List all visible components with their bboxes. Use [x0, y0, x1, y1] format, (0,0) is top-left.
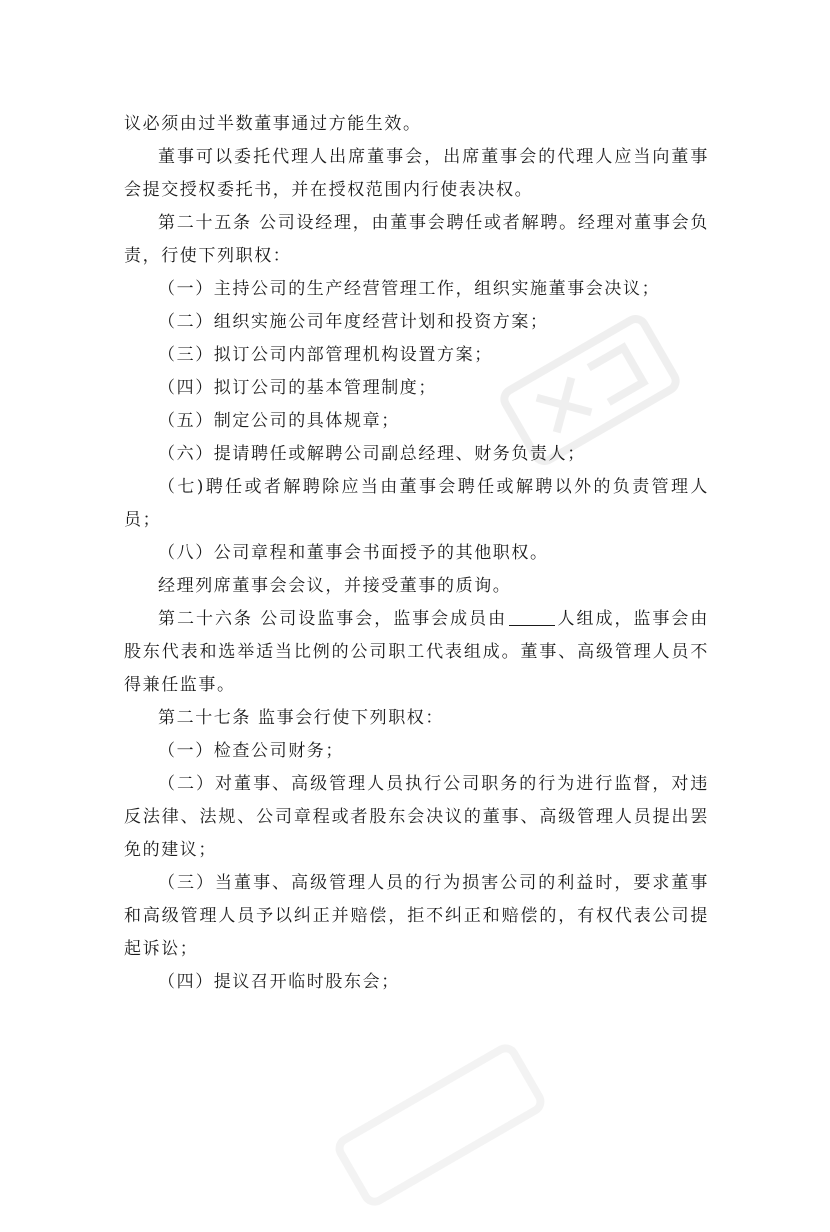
- list-item: （四）拟订公司的基本管理制度；: [158, 378, 437, 398]
- list-item: （一）检查公司财务；: [158, 741, 344, 761]
- list-item: （三）当董事、高级管理人员的行为损害公司的利益时，要求董事和高级管理人员予以纠正并赔偿，拒不纠正和赔偿的，有权代表公司提起诉讼；: [124, 873, 709, 959]
- paragraph: 议必须由过半数董事通过方能生效。: [124, 114, 422, 134]
- watermark-logo-bottom: [322, 1031, 558, 1219]
- list-item: （八）公司章程和董事会书面授予的其他职权。: [158, 543, 549, 563]
- paragraph: 经理列席董事会会议，并接受董事的质询。: [158, 576, 512, 596]
- list-item: （七)聘任或者解聘除应当由董事会聘任或解聘以外的负责管理人员；: [124, 477, 709, 530]
- watermark-icon: [322, 1031, 558, 1219]
- article-26-text-before: 第二十六条 公司设监事会，监事会成员由: [158, 609, 508, 629]
- list-item: （二）对董事、高级管理人员执行公司职务的行为进行监督，对违反法律、法规、公司章程或者股东会决议的董事、高级管理人员提出罢免的建议；: [124, 774, 709, 860]
- member-count-blank: [509, 608, 555, 626]
- list-item: （六）提请聘任或解聘公司副总经理、财务负责人；: [158, 444, 586, 464]
- list-item: （三）拟订公司内部管理机构设置方案；: [158, 345, 493, 365]
- article-26-heading: [124, 603, 709, 702]
- article-26-text-after: 人组成，监事会由股东代表和选举适当比例的公司职工代表组成。董事、高级管理人员不得兼任监事。: [124, 609, 709, 695]
- list-item: （二）组织实施公司年度经营计划和投资方案；: [158, 312, 549, 332]
- list-item: （四）提议召开临时股东会；: [158, 972, 400, 992]
- article-27-heading: 第二十七条 监事会行使下列职权：: [158, 708, 445, 728]
- list-item: （五）制定公司的具体规章；: [158, 411, 400, 431]
- list-item: （一）主持公司的生产经营管理工作，组织实施董事会决议；: [158, 279, 661, 299]
- paragraph: 董事可以委托代理人出席董事会，出席董事会的代理人应当向董事会提交授权委托书，并在授权范围内行使表决权。: [124, 147, 709, 200]
- document-body: [124, 108, 709, 999]
- article-25-heading: 第二十五条 公司设经理，由董事会聘任或者解聘。经理对董事会负责，行使下列职权：: [124, 213, 709, 266]
